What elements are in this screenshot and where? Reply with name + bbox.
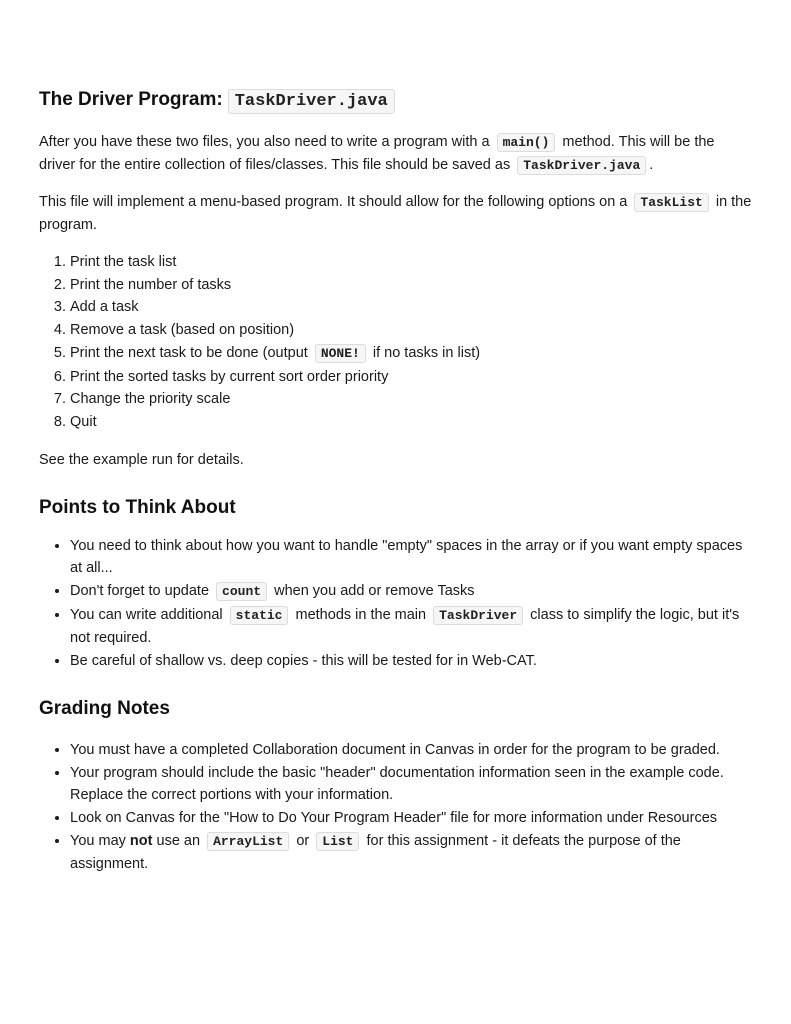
driver-paragraph-1 xyxy=(39,131,753,177)
g4-text-b: use an xyxy=(156,832,201,849)
b3-code-taskdriver: TaskDriver xyxy=(433,606,523,625)
menu5-code: NONE! xyxy=(315,344,366,363)
document-page xyxy=(39,86,753,876)
driver-paragraph-2 xyxy=(39,191,753,237)
list-item xyxy=(70,342,753,366)
p2-code-tasklist: TaskList xyxy=(634,193,708,212)
g4-code-list: List xyxy=(316,832,359,851)
list-item xyxy=(70,604,753,650)
menu5-text: Print the next task to be done (output xyxy=(70,344,308,361)
driver-heading-code: TaskDriver.java xyxy=(228,89,395,114)
list-item xyxy=(70,830,753,876)
list-item xyxy=(70,580,753,604)
points-list xyxy=(39,535,753,673)
list-item: • Look on Canvas for the "How to Do Your Program Header" file for more information under Resources xyxy=(70,807,753,830)
p1-text-b: method. This will be the driver for the entire collection of files/classes. This file should be saved as xyxy=(39,134,715,173)
list-item: 6. Print the sorted tasks by current sort order priority xyxy=(70,366,753,389)
list-item: 7. Change the priority scale xyxy=(70,388,753,411)
b3-text-b: methods in the main xyxy=(295,606,427,623)
b2-text-a: Don't forget to update xyxy=(70,583,210,600)
g4-code-arraylist: ArrayList xyxy=(207,832,289,851)
driver-heading-text: The Driver Program: xyxy=(39,89,223,110)
list-item: • You need to think about how you want to handle "empty" spaces in the array or if you want empty spaces at all... xyxy=(70,535,753,580)
p1-code-taskdriver: TaskDriver.java xyxy=(517,156,646,175)
p1-text-c: . xyxy=(649,157,654,173)
list-item: 1. Print the task list xyxy=(70,251,753,274)
menu-options-list xyxy=(39,251,753,434)
g4-text-c: or xyxy=(296,832,310,849)
menu5-after: if no tasks in list) xyxy=(372,344,481,361)
list-item: • You must have a completed Collaboration document in Canvas in order for the program to be graded. xyxy=(70,739,753,762)
grading-list xyxy=(39,739,753,876)
grading-heading: Grading Notes xyxy=(39,697,170,719)
p1-code-main: main() xyxy=(497,133,556,152)
points-heading: Points to Think About xyxy=(39,496,236,518)
list-item: • Be careful of shallow vs. deep copies - this will be tested for in Web-CAT. xyxy=(70,650,753,673)
list-item: 4. Remove a task (based on position) xyxy=(70,319,753,342)
b3-text-a: You can write additional xyxy=(70,606,223,623)
g4-text-a: You may xyxy=(70,832,126,849)
p1-text-a: After you have these two files, you also need to write a program with a xyxy=(39,134,490,150)
g4-text-d: for this assignment - it defeats the purpose of the assignment. xyxy=(70,832,681,873)
list-item: 3. Add a task xyxy=(70,296,753,319)
list-item: 8. Quit xyxy=(70,411,753,434)
b3-text-c: class to simplify the logic, but it's not required. xyxy=(70,606,740,647)
driver-paragraph-3: See the example run for details. xyxy=(39,451,244,468)
g4-bold-not: not xyxy=(129,832,153,849)
p2-text-b: in the program. xyxy=(39,194,752,233)
b3-code-static: static xyxy=(230,606,289,625)
b2-code-count: count xyxy=(216,582,267,601)
driver-heading xyxy=(39,86,753,116)
list-item: • Your program should include the basic "header" documentation information seen in the example code. Replace the correct portions with your information. xyxy=(70,762,753,807)
p2-text-a: This file will implement a menu-based program. It should allow for the following options on a xyxy=(39,194,628,210)
list-item: 2. Print the number of tasks xyxy=(70,274,753,297)
b2-text-b: when you add or remove Tasks xyxy=(274,583,475,600)
